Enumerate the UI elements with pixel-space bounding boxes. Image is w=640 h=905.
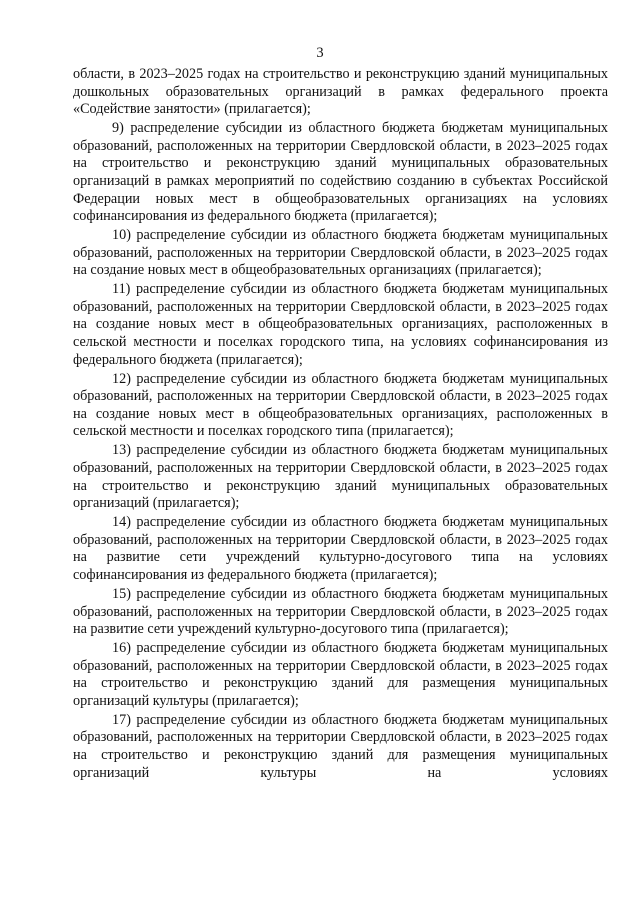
- paragraph-item-9: 9) распределение субсидии из областного бюджета бюджетам муниципальных образований, расположенных на территории Свердловской области, в 2023–2025 годах на строительство и реконструкцию зданий муниципальных образовательных организаций в рамках мероприятий по содействию созданию в субъектах Российской Федерации новых мест в общеобразовательных организациях на условиях софинансирования из федерального бюджета (прилагается);: [73, 120, 608, 225]
- paragraph-item-12: 12) распределение субсидии из областного бюджета бюджетам муниципальных образований, расположенных на территории Свердловской области, в 2023–2025 годах на создание новых мест в общеобразовательных организациях, расположенных в сельской местности и поселках городского типа (прилагается);: [73, 370, 608, 440]
- paragraph-item-17: 17) распределение субсидии из областного бюджета бюджетам муниципальных образований, расположенных на территории Свердловской области, в 2023–2025 годах на строительство и реконструкцию зданий для размещения муниципальных организаций культуры на условиях: [73, 711, 608, 781]
- paragraph-item-13: 13) распределение субсидии из областного бюджета бюджетам муниципальных образований, расположенных на территории Свердловской области, в 2023–2025 годах на строительство и реконструкцию зданий муниципальных образовательных организаций (прилагается);: [73, 442, 608, 512]
- document-body: [73, 66, 608, 784]
- paragraph-item-15: 15) распределение субсидии из областного бюджета бюджетам муниципальных образований, расположенных на территории Свердловской области, в 2023–2025 годах на развитие сети учреждений культурно-досугового типа (прилагается);: [73, 585, 608, 638]
- paragraph-item-10: 10) распределение субсидии из областного бюджета бюджетам муниципальных образований, расположенных на территории Свердловской области, в 2023–2025 годах на создание новых мест в общеобразовательных организациях (прилагается);: [73, 227, 608, 279]
- paragraph-item-14: 14) распределение субсидии из областного бюджета бюджетам муниципальных образований, расположенных на территории Свердловской области, в 2023–2025 годах на развитие сети учреждений культурно-досугового типа на условиях софинансирования из федерального бюджета (прилагается);: [73, 514, 608, 583]
- paragraph-item-16: 16) распределение субсидии из областного бюджета бюджетам муниципальных образований, расположенных на территории Свердловской области, в 2023–2025 годах на строительство и реконструкцию зданий для размещения муниципальных организаций культуры (прилагается);: [73, 640, 608, 709]
- paragraph-continuation: области, в 2023–2025 годах на строительство и реконструкцию зданий муниципальных дошкольных образовательных организаций в рамках федерального проекта «Содействие занятости» (прилагается);: [73, 66, 608, 118]
- page-number: 3: [316, 45, 324, 61]
- paragraph-item-11: 11) распределение субсидии из областного бюджета бюджетам муниципальных образований, расположенных на территории Свердловской области, в 2023–2025 годах на создание новых мест в общеобразовательных организациях, расположенных в сельской местности и поселках городского типа, на условиях софинансирования из федерального бюджета (прилагается);: [73, 281, 608, 368]
